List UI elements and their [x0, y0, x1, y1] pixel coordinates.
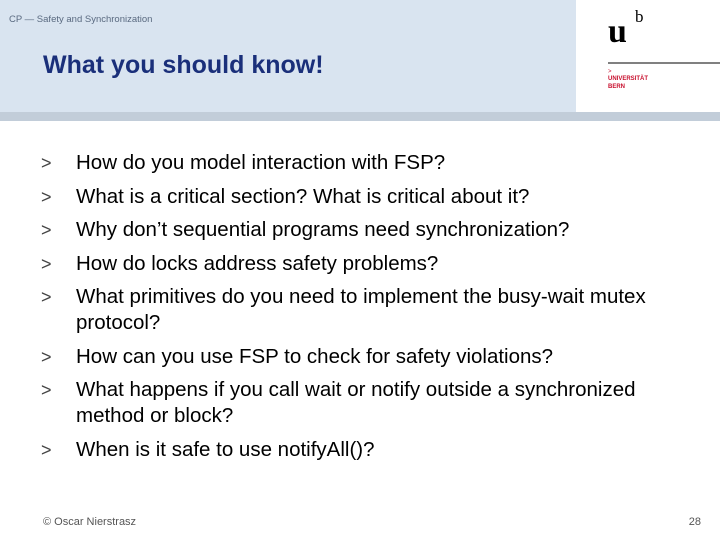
bullet-marker: > — [41, 220, 52, 240]
bullet-text: What is a critical section? What is critical about it? — [76, 184, 530, 208]
bullet-marker: > — [41, 253, 52, 274]
bullet-item — [0, 184, 720, 210]
course-label: CP — Safety and Synchronization — [9, 14, 153, 25]
bullet-text: What happens if you call wait or notify outside a synchronized method or block? — [76, 378, 636, 427]
bullet-item — [0, 150, 720, 176]
bullet-item — [0, 344, 720, 370]
svg-text:>: > — [608, 69, 612, 75]
bullet-text: How do locks address safety problems? — [76, 251, 439, 275]
bullet-text: How do you model interaction with FSP? — [76, 151, 446, 174]
university-logo — [578, 0, 720, 112]
bullet-item — [0, 284, 720, 336]
footer-author: © Oscar Nierstrasz — [43, 516, 137, 528]
bullet-marker: > — [41, 439, 52, 460]
bullet-marker: > — [41, 153, 52, 173]
bullet-list — [0, 150, 720, 470]
bullet-marker: > — [41, 287, 52, 307]
bullet-text: Why don’t sequential programs need synchronization? — [76, 218, 570, 241]
slide-title: What you should know! — [43, 51, 324, 79]
bullet-marker: > — [41, 346, 52, 367]
bullet-item — [0, 377, 720, 429]
bullet-text: When is it safe to use notifyAll()? — [76, 437, 375, 461]
svg-text:UNIVERSITÄT: UNIVERSITÄT — [608, 76, 649, 82]
bullet-item — [0, 437, 720, 463]
svg-text:b: b — [635, 7, 644, 26]
bullet-item — [0, 217, 720, 243]
bullet-marker: > — [41, 186, 52, 207]
page-number: 28 — [688, 516, 701, 528]
svg-text:u: u — [608, 13, 627, 50]
svg-text:BERN: BERN — [608, 84, 626, 90]
bullet-marker: > — [41, 380, 52, 400]
bullet-text: How can you use FSP to check for safety violations? — [76, 344, 554, 368]
bullet-item — [0, 251, 720, 277]
bullet-text: What primitives do you need to implement the busy-wait mutex protocol? — [76, 285, 646, 334]
header-divider — [0, 112, 720, 121]
